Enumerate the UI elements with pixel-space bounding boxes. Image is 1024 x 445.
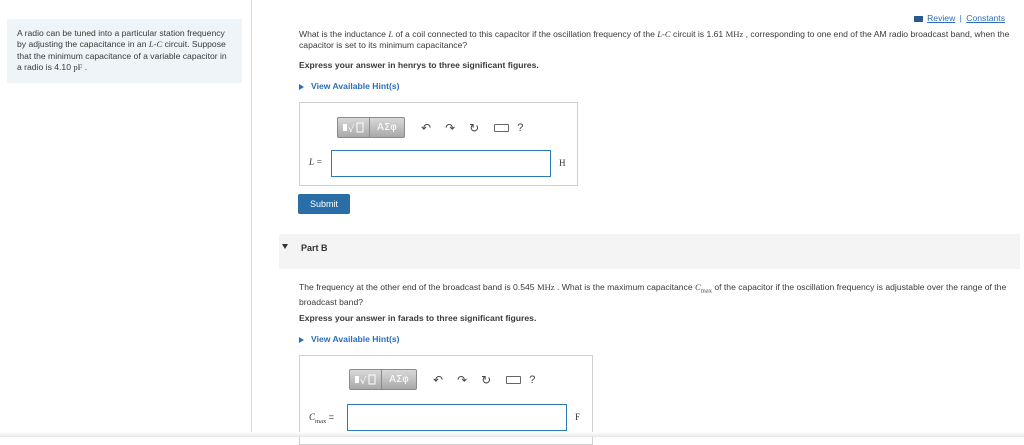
review-link[interactable]: Review bbox=[927, 13, 956, 23]
template-icon bbox=[342, 121, 366, 134]
qa-text-4: , corresponding to one end of the AM radio broadcast band, when the capacitor is set to its minimum capacitance? bbox=[299, 29, 1010, 51]
part-a-var: L = bbox=[309, 157, 323, 167]
qb-text-3: of the capacitor if the oscillation frequency is adjustable over the range of the broadcast band? bbox=[299, 282, 1007, 308]
qa-text-1: What is the inductance bbox=[299, 29, 389, 39]
qb-text-2: . What is the maximum capacitance bbox=[554, 282, 696, 292]
part-a-hint-toggle[interactable] bbox=[299, 81, 400, 91]
qb-var-sub: max bbox=[700, 287, 712, 295]
qb-text-1: The frequency at the other end of the broadcast band is 0.545 bbox=[299, 282, 537, 292]
part-a-question bbox=[299, 29, 1021, 52]
expand-arrow-icon bbox=[299, 337, 304, 343]
part-b-header[interactable] bbox=[279, 234, 1020, 269]
help-icon[interactable]: ? bbox=[529, 373, 536, 386]
symbols-button[interactable]: ΑΣφ bbox=[370, 117, 405, 138]
expand-arrow-icon bbox=[299, 84, 304, 90]
part-b-question bbox=[299, 282, 1021, 309]
column-divider bbox=[251, 0, 252, 437]
qa-lc: L-C bbox=[657, 29, 671, 39]
keyboard-icon[interactable] bbox=[506, 376, 521, 384]
part-a-hint-label: View Available Hint(s) bbox=[311, 81, 400, 91]
part-a-unit: H bbox=[559, 158, 566, 168]
part-b-var-sub: max bbox=[315, 417, 327, 425]
links-separator: | bbox=[959, 13, 962, 23]
part-b-instruction: Express your answer in farads to three significant figures. bbox=[299, 313, 537, 323]
help-icon[interactable]: ? bbox=[517, 121, 524, 134]
part-b-unit: F bbox=[575, 412, 581, 422]
intro-lc: L-C bbox=[148, 39, 163, 50]
svg-text:√: √ bbox=[347, 124, 354, 134]
part-b-hint-toggle[interactable] bbox=[299, 334, 400, 344]
qa-text-2: of a coil connected to this capacitor if the oscillation frequency of the bbox=[393, 29, 658, 39]
template-button[interactable] bbox=[337, 117, 370, 138]
part-a-math-toolbar bbox=[337, 117, 523, 138]
reset-icon[interactable]: ↻ bbox=[481, 372, 492, 387]
redo-icon[interactable]: ↷ bbox=[457, 372, 468, 387]
qa-var-l: L bbox=[388, 29, 394, 39]
template-button[interactable] bbox=[349, 369, 382, 390]
symbols-button[interactable]: ΑΣφ bbox=[382, 369, 417, 390]
intro-unit: pF bbox=[73, 62, 83, 73]
template-icon bbox=[354, 373, 378, 386]
bottom-edge bbox=[0, 432, 1024, 437]
part-b-math-toolbar bbox=[349, 369, 535, 390]
part-b-hint-label: View Available Hint(s) bbox=[311, 334, 400, 344]
part-b-title: Part B bbox=[301, 243, 328, 253]
svg-text:√: √ bbox=[359, 376, 366, 386]
part-a-answer-input[interactable] bbox=[331, 150, 551, 177]
redo-icon[interactable]: ↷ bbox=[445, 120, 456, 135]
part-b-var: C bbox=[309, 412, 316, 422]
intro-text: A radio can be tuned into a particular station frequency by adjusting the capacitance in an bbox=[17, 28, 225, 50]
undo-icon[interactable]: ↶ bbox=[421, 120, 432, 135]
submit-button[interactable]: Submit bbox=[298, 194, 350, 214]
part-b-var-eq: = bbox=[326, 412, 334, 422]
qa-text-3: circuit is 1.61 bbox=[670, 29, 726, 39]
part-b-variable-label bbox=[309, 412, 334, 425]
part-a-instruction: Express your answer in henrys to three significant figures. bbox=[299, 60, 539, 70]
collapse-caret-icon bbox=[282, 244, 288, 249]
problem-intro bbox=[7, 19, 242, 83]
part-a-variable-label bbox=[309, 157, 322, 167]
part-b-answer-input[interactable] bbox=[347, 404, 567, 431]
qa-unit: MHz bbox=[725, 29, 744, 39]
intro-text-after: . bbox=[82, 62, 88, 73]
keyboard-icon[interactable] bbox=[494, 124, 509, 132]
undo-icon[interactable]: ↶ bbox=[433, 372, 444, 387]
constants-link[interactable]: Constants bbox=[966, 13, 1005, 23]
qb-var-c: C bbox=[695, 282, 701, 292]
qb-unit: MHz bbox=[536, 282, 555, 292]
top-links bbox=[914, 13, 1005, 23]
intro-text-middle: circuit. Suppose that the minimum capacitance of a variable capacitor in a radio is 4.10 bbox=[17, 39, 227, 73]
review-icon bbox=[914, 16, 923, 22]
reset-icon[interactable]: ↻ bbox=[469, 120, 480, 135]
